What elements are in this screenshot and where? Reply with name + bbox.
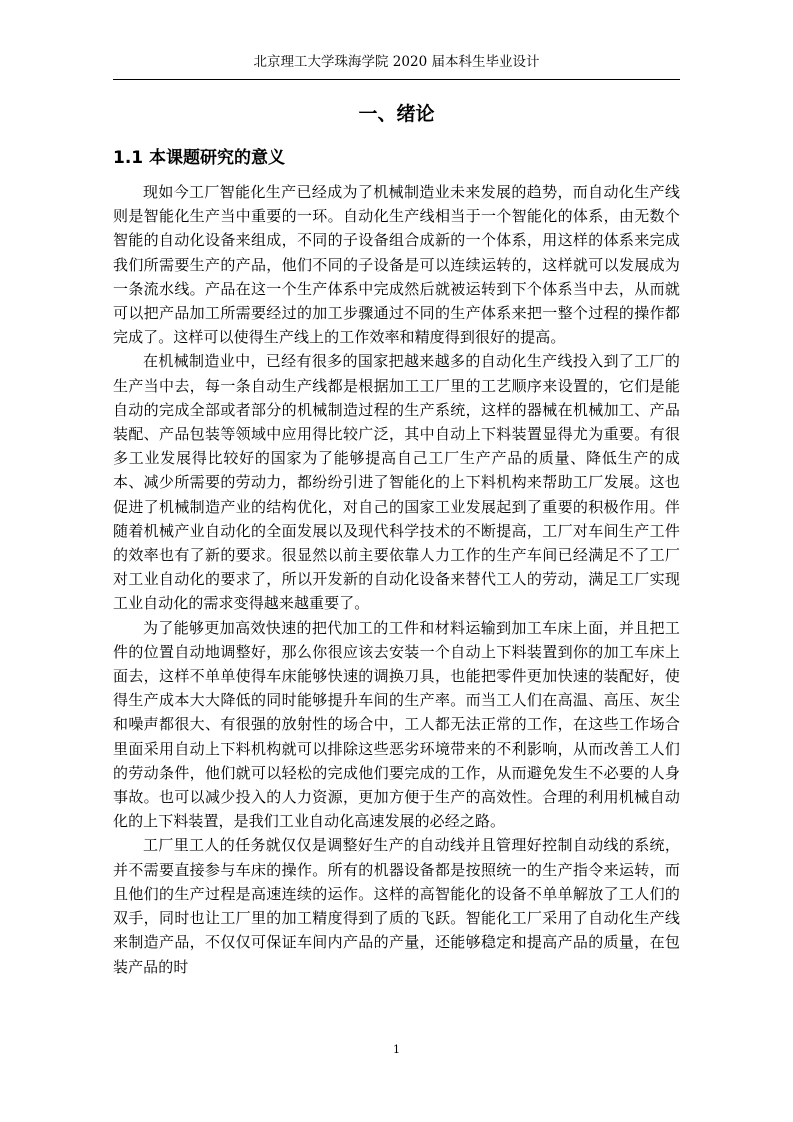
paragraph: 现如今工厂智能化生产已经成为了机械制造业未来发展的趋势，而自动化生产线则是智能化生产当中重要的一环。自动化生产线相当于一个智能化的体系，由无数个智能的自动化设备来组成，不同的子设备组合成新的一个体系，用这样的体系来完成我们所需要生产的产品，他们不同的子设备是可以连续运转的，这样就可以发展成为一条流水线。产品在这一个生产体系中完成然后就被运转到下个体系当中去，从而就可以把产品加工所需要经过的加工步骤通过不同的生产体系来把一整个过程的操作都完成了。这样可以使得生产线上的工作效率和精度得到很好的提高。 bbox=[113, 183, 680, 347]
body-text bbox=[113, 180, 680, 979]
paragraph: 为了能够更加高效快速的把代加工的工件和材料运输到加工车床上面，并且把工件的位置自动地调整好，那么你很应该去安装一个自动上下料装置到你的加工车床上面去，这样不单单使得车床能够快速的调换刀具，也能把零件更加快速的装配好，使得生产成本大大降低的同时能够提升车间的生产率。而当工人们在高温、高压、灰尘和噪声都很大、有很强的放射性的场合中，工人都无法正常的工作，在这些工作场合里面采用自动上下料机构就可以排除这些恶劣环境带来的不利影响，从而改善工人们的劳动条件，他们就可以轻松的完成他们要完成的工作，从而避免发生不必要的人身事故。也可以减少投入的人力资源，更加方便于生产的高效性。合理的利用机械自动化的上下料装置，是我们工业自动化高速发展的必经之路。 bbox=[113, 618, 680, 831]
running-header: 北京理工大学珠海学院 2020 届本科生毕业设计 bbox=[253, 54, 540, 70]
section-title: 1.1 本课题研究的意义 bbox=[113, 148, 286, 168]
paragraph: 工厂里工人的任务就仅仅是调整好生产的自动线并且管理好控制自动线的系统，并不需要直接参与车床的操作。所有的机器设备都是按照统一的生产指令来运转，而且他们的生产过程是高速连续的运作。这样的高智能化的设备不单单解放了工人们的双手，同时也让工厂里的加工精度得到了质的飞跃。智能化工厂采用了自动化生产线来制造产品，不仅仅可保证车间内产品的产量，还能够稳定和提高产品的质量，在包装产品的时 bbox=[113, 836, 680, 976]
page-number: 1 bbox=[393, 1043, 400, 1056]
chapter-title: 一、绪论 bbox=[358, 103, 435, 125]
header-rule bbox=[113, 79, 680, 80]
paragraph: 在机械制造业中，已经有很多的国家把越来越多的自动化生产线投入到了工厂的生产当中去，每一条自动生产线都是根据加工工厂里的工艺顺序来设置的，它们是能自动的完成全部或者部分的机械制造过程的生产系统，这样的器械在机械加工、产品装配、产品包装等领域中应用得比较广泛，其中自动上下料装置显得尤为重要。有很多工业发展得比较好的国家为了能够提高自己工厂生产产品的质量、降低生产的成本、减少所需要的劳动力，都纷纷引进了智能化的上下料机构来帮助工厂发展。这也促进了机械制造产业的结构优化，对自己的国家工业发展起到了重要的积极作用。伴随着机械产业自动化的全面发展以及现代科学技术的不断提高，工厂对车间生产工件的效率也有了新的要求。很显然以前主要依靠人力工作的生产车间已经满足不了工厂对工业自动化的要求了，所以开发新的自动化设备来替代工人的劳动，满足工厂实现工业自动化的需求变得越来越重要了。 bbox=[113, 352, 680, 613]
